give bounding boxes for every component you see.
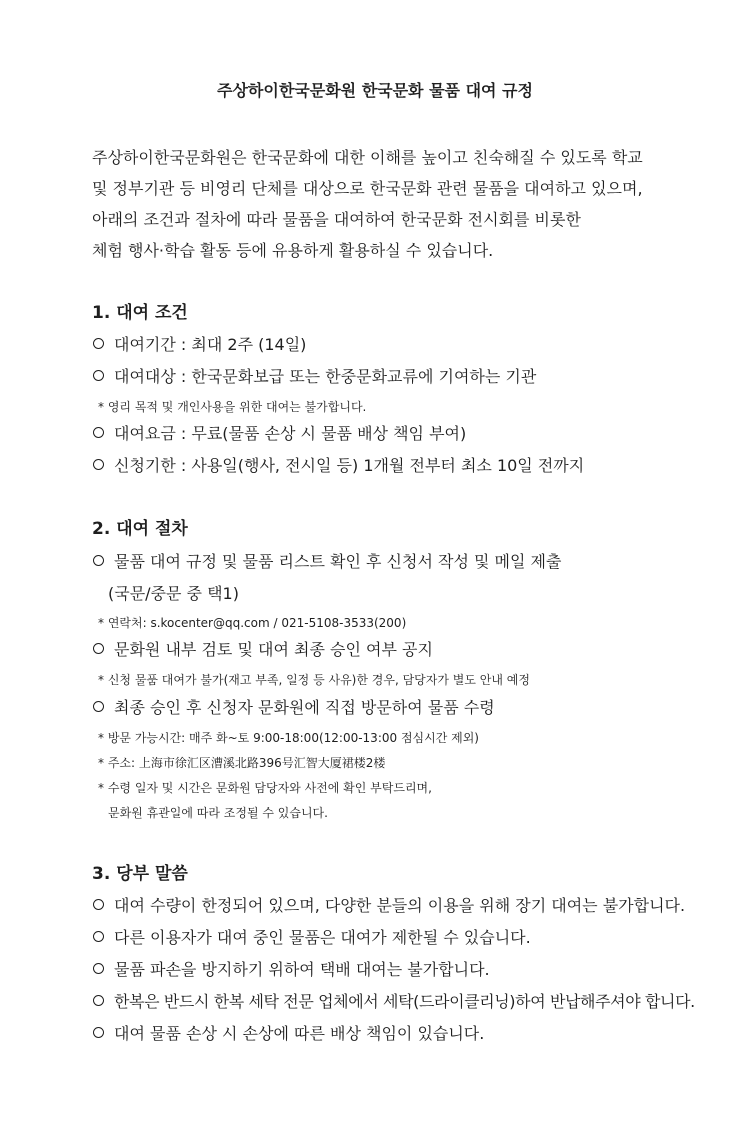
section3-heading: 3. 당부 말씀	[92, 864, 188, 884]
document-title: 주상하이한국문화원 한국문화 물품 대여 규정	[217, 81, 533, 100]
circle-bullet-icon	[93, 701, 104, 712]
condition-deadline-text: 신청기한 : 사용일(행사, 전시일 등) 1개월 전부터 최소 10일 전까지	[114, 456, 585, 475]
condition-deadline	[92, 455, 584, 477]
circle-bullet-icon	[93, 338, 104, 349]
notice-item	[92, 991, 695, 1013]
condition-target-text: 대여대상 : 한국문화보급 또는 한중문화교류에 기여하는 기관	[114, 367, 537, 386]
circle-bullet-icon	[93, 427, 104, 438]
intro-paragraph	[92, 142, 732, 266]
procedure-step-2	[92, 639, 433, 661]
pickup-note-continued: 문화원 휴관일에 따라 조정될 수 있습니다.	[108, 806, 328, 820]
circle-bullet-icon	[93, 931, 104, 942]
circle-bullet-icon	[93, 555, 104, 566]
procedure-step-2-note: * 신청 물품 대여가 불가(재고 부족, 일정 등 사유)한 경우, 담당자가 별도 안내 예정	[98, 673, 530, 687]
procedure-step-2-text: 문화원 내부 검토 및 대여 최종 승인 여부 공지	[114, 640, 433, 659]
circle-bullet-icon	[93, 899, 104, 910]
notice-item-text: 물품 파손을 방지하기 위하여 택배 대여는 불가합니다.	[114, 960, 490, 979]
notice-item	[92, 959, 490, 981]
procedure-step-3	[92, 697, 495, 719]
intro-line: 체험 행사·학습 활동 등에 유용하게 활용하실 수 있습니다.	[92, 241, 494, 260]
condition-period	[92, 334, 306, 356]
condition-fee	[92, 423, 466, 445]
circle-bullet-icon	[93, 643, 104, 654]
condition-target	[92, 366, 536, 388]
notice-item-text: 대여 수량이 한정되어 있으며, 다양한 분들의 이용을 위해 장기 대여는 불가합니다.	[114, 896, 686, 915]
condition-period-text: 대여기간 : 최대 2주 (14일)	[114, 335, 307, 354]
pickup-note: * 수령 일자 및 시간은 문화원 담당자와 사전에 확인 부탁드리며,	[98, 781, 432, 795]
contact-note: * 연락처: s.kocenter@qq.com / 021-5108-3533(200)	[98, 616, 407, 630]
notice-item-text: 한복은 반드시 한복 세탁 전문 업체에서 세탁(드라이클리닝)하여 반납해주셔야 합니다.	[114, 992, 695, 1011]
procedure-step-1	[92, 551, 561, 573]
circle-bullet-icon	[93, 1027, 104, 1038]
notice-item-text: 다른 이용자가 대여 중인 물품은 대여가 제한될 수 있습니다.	[114, 928, 531, 947]
circle-bullet-icon	[93, 963, 104, 974]
condition-fee-text: 대여요금 : 무료(물품 손상 시 물품 배상 책임 부여)	[114, 424, 467, 443]
address-note: * 주소: 上海市徐汇区漕溪北路396号汇智大厦裙楼2楼	[98, 756, 386, 770]
procedure-step-1-sub: (국문/중문 중 택1)	[108, 584, 239, 603]
intro-line: 아래의 조건과 절차에 따라 물품을 대여하여 한국문화 전시회를 비롯한	[92, 210, 581, 229]
circle-bullet-icon	[93, 995, 104, 1006]
intro-line: 및 정부기관 등 비영리 단체를 대상으로 한국문화 관련 물품을 대여하고 있으며,	[92, 179, 643, 198]
notice-item	[92, 895, 685, 917]
notice-item	[92, 927, 531, 949]
section2-heading: 2. 대여 절차	[92, 519, 188, 539]
procedure-step-1-text: 물품 대여 규정 및 물품 리스트 확인 후 신청서 작성 및 메일 제출	[114, 552, 562, 571]
circle-bullet-icon	[93, 370, 104, 381]
notice-item	[92, 1023, 484, 1045]
visit-hours-note: * 방문 가능시간: 매주 화~토 9:00-18:00(12:00-13:00 점심시간 제외)	[98, 731, 479, 745]
circle-bullet-icon	[93, 459, 104, 470]
procedure-step-3-text: 최종 승인 후 신청자 문화원에 직접 방문하여 물품 수령	[114, 698, 495, 717]
notice-item-text: 대여 물품 손상 시 손상에 따른 배상 책임이 있습니다.	[114, 1024, 485, 1043]
section1-heading: 1. 대여 조건	[92, 303, 188, 323]
intro-line: 주상하이한국문화원은 한국문화에 대한 이해를 높이고 친숙해질 수 있도록 학교	[92, 148, 643, 167]
condition-target-note: * 영리 목적 및 개인사용을 위한 대여는 불가합니다.	[98, 400, 367, 414]
